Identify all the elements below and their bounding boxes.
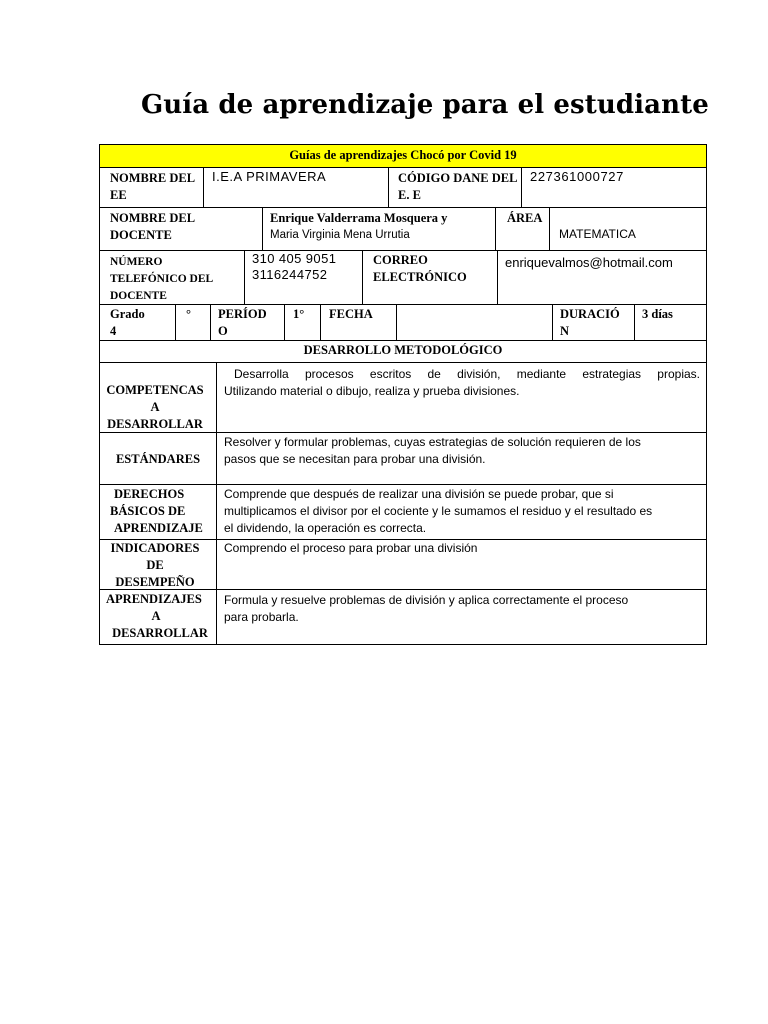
grid-line xyxy=(175,304,176,340)
grid-line xyxy=(362,250,363,304)
grid-line xyxy=(521,167,522,207)
grid-line xyxy=(497,250,498,304)
derechos-text: Comprende que después de realizar una división se puede probar, que si multiplicamos el divisor por el cociente y le sumamos el residuo y el resultado es el dividendo, la operación es correcta. xyxy=(224,487,653,535)
derechos-label: DERECHOS BÁSICOS DE APRENDIZAJE xyxy=(110,487,203,535)
grid-line xyxy=(552,304,553,340)
grid-line xyxy=(284,304,285,340)
phone-value: 310 405 9051 3116244752 xyxy=(252,251,337,282)
grid-line xyxy=(203,167,204,207)
grid-line xyxy=(244,250,245,304)
grid-line xyxy=(99,207,707,208)
aprendizajes-text: Formula y resuelve problemas de división y aplica correctamente el proceso para probarla. xyxy=(224,593,629,624)
grid-line xyxy=(388,167,389,207)
grid-line xyxy=(549,207,550,250)
grid-line xyxy=(99,644,707,645)
area-value: MATEMATICA xyxy=(559,227,636,241)
duration-value: 3 días xyxy=(642,307,673,321)
grid-line xyxy=(495,207,496,250)
grade-label: Grado 4 xyxy=(110,307,145,338)
indicadores-text: Comprendo el proceso para probar una división xyxy=(224,541,478,555)
degree-symbol: ° xyxy=(186,307,191,321)
grid-line xyxy=(99,362,707,363)
banner-text: Guías de aprendizajes Chocó por Covid 19 xyxy=(289,148,517,162)
estandares-text: Resolver y formular problemas, cuyas estrategias de solución requieren de los pasos que se necesitan para probar una división. xyxy=(224,435,641,466)
period-label: PERÍOD O xyxy=(218,307,267,338)
indicadores-label: INDICADORES DE DESEMPEÑO xyxy=(110,541,200,589)
grid-line xyxy=(706,144,707,645)
page-title: Guía de aprendizaje para el estudiante xyxy=(141,90,709,120)
email-value: enriquevalmos@hotmail.com xyxy=(505,255,673,270)
grid-line xyxy=(99,340,707,341)
school-name-label: NOMBRE DEL EE xyxy=(110,171,196,202)
grid-line xyxy=(210,304,211,340)
competencias-text: Desarrolla procesos escritos de división, mediante estrategias propias. Utilizando material o dibujo, realiza y prueba divisiones. xyxy=(224,367,700,398)
school-name-value: I.E.A PRIMAVERA xyxy=(212,169,327,184)
teacher-name-value: Enrique Valderrama Mosquera y Maria Virginia Mena Urrutia xyxy=(270,211,448,241)
grid-line xyxy=(634,304,635,340)
area-label: ÁREA xyxy=(507,211,543,225)
grid-line xyxy=(99,250,707,251)
email-label: CORREO ELECTRÓNICO xyxy=(373,253,467,284)
aprendizajes-label: APRENDIZAJES A DESARROLLAR xyxy=(106,592,208,640)
grid-line xyxy=(262,207,263,250)
dane-code-value: 227361000727 xyxy=(530,169,624,184)
competencias-label: COMPETENCAS A DESARROLLAR xyxy=(106,383,204,431)
grid-line xyxy=(396,304,397,340)
period-value: 1° xyxy=(293,307,305,321)
grid-line xyxy=(99,484,707,485)
grid-line xyxy=(320,304,321,340)
dane-code-label: CÓDIGO DANE DEL E. E xyxy=(398,171,518,202)
estandares-label: ESTÁNDARES xyxy=(115,452,201,466)
grid-line xyxy=(216,362,217,644)
duration-label: DURACIÓ N xyxy=(560,307,620,338)
date-label: FECHA xyxy=(329,307,373,321)
section-header: DESARROLLO METODOLÓGICO xyxy=(303,343,503,357)
phone-label: NÚMERO TELEFÓNICO DEL DOCENTE xyxy=(110,256,214,302)
grid-line xyxy=(99,144,707,145)
teacher-name-label: NOMBRE DEL DOCENTE xyxy=(110,211,196,242)
